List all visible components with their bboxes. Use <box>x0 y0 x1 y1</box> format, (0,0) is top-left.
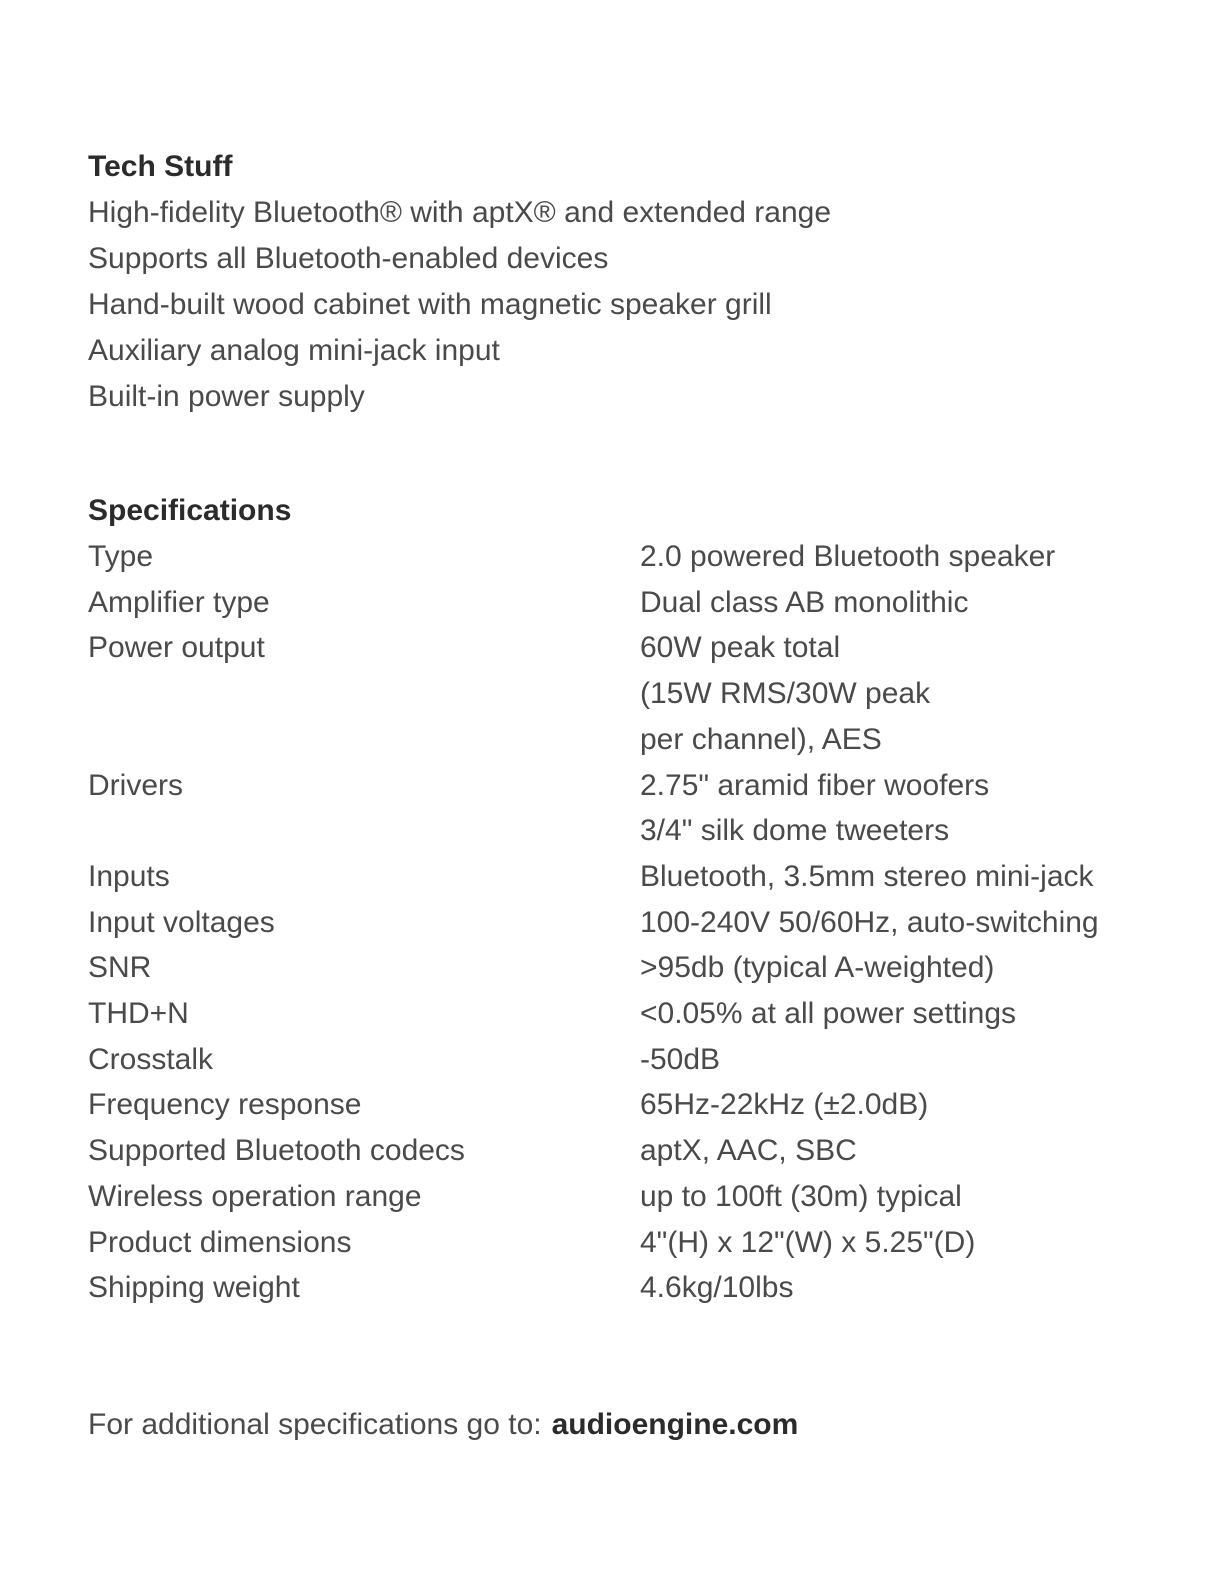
spec-value <box>640 945 1188 991</box>
spec-value-line: 65Hz-22kHz (±2.0dB) <box>640 1088 929 1122</box>
spec-value <box>640 1128 1188 1174</box>
spec-label: SNR <box>88 951 152 985</box>
website-link[interactable]: audioengine.com <box>551 1408 799 1441</box>
spec-row <box>88 1265 1188 1311</box>
spec-label: Input voltages <box>88 905 275 939</box>
spec-value <box>640 763 1188 854</box>
specifications-section <box>88 488 1188 1311</box>
feature-item: Supports all Bluetooth-enabled devices <box>88 242 609 275</box>
spec-label: Shipping weight <box>88 1271 300 1305</box>
spec-row <box>88 945 1188 991</box>
spec-row <box>88 1174 1188 1220</box>
spec-value <box>640 991 1188 1037</box>
footer <box>88 1402 798 1448</box>
spec-value-line: 100-240V 50/60Hz, auto-switching <box>640 905 1099 939</box>
spec-label: Wireless operation range <box>88 1179 422 1213</box>
spec-value-line: Dual class AB monolithic <box>640 585 969 619</box>
spec-label: THD+N <box>88 997 189 1031</box>
spec-value <box>640 1082 1188 1128</box>
spec-row <box>88 1037 1188 1083</box>
spec-label: Drivers <box>88 768 183 802</box>
spec-row <box>88 900 1188 946</box>
feature-item: Auxiliary analog mini-jack input <box>88 334 500 367</box>
spec-label: Power output <box>88 631 265 665</box>
spec-value-line: 60W peak total <box>640 631 841 665</box>
spec-row <box>88 763 1188 854</box>
spec-value <box>640 854 1188 900</box>
spec-label: Product dimensions <box>88 1225 352 1259</box>
spec-value-line: (15W RMS/30W peak <box>640 677 931 711</box>
footer-text: For additional specifications go to: <box>88 1408 542 1441</box>
spec-table <box>88 534 1188 1311</box>
spec-row <box>88 580 1188 626</box>
tech-stuff-title: Tech Stuff <box>88 150 233 183</box>
spec-value-line: >95db (typical A-weighted) <box>640 951 995 985</box>
spec-value-line: per channel), AES <box>640 722 882 756</box>
spec-value <box>640 1265 1188 1311</box>
spec-value <box>640 900 1188 946</box>
spec-value-line: -50dB <box>640 1042 721 1076</box>
spec-label: Crosstalk <box>88 1042 214 1076</box>
feature-item: Built-in power supply <box>88 380 365 413</box>
spec-row <box>88 1082 1188 1128</box>
spec-value-line: Bluetooth, 3.5mm stereo mini-jack <box>640 859 1094 893</box>
spec-value <box>640 1220 1188 1266</box>
spec-row <box>88 1220 1188 1266</box>
spec-row <box>88 1128 1188 1174</box>
spec-row <box>88 625 1188 762</box>
spec-value-line: 4.6kg/10lbs <box>640 1271 794 1305</box>
spec-value-line: <0.05% at all power settings <box>640 997 1017 1031</box>
spec-value-line: 4"(H) x 12"(W) x 5.25"(D) <box>640 1225 976 1259</box>
spec-value-line: 2.75" aramid fiber woofers <box>640 768 990 802</box>
spec-row <box>88 534 1188 580</box>
tech-stuff-section <box>88 144 831 420</box>
spec-value-line: up to 100ft (30m) typical <box>640 1179 962 1213</box>
spec-row <box>88 991 1188 1037</box>
spec-label: Type <box>88 540 154 573</box>
spec-value <box>640 534 1188 580</box>
spec-value-line: 2.0 powered Bluetooth speaker <box>640 540 1056 573</box>
spec-label: Frequency response <box>88 1088 362 1122</box>
spec-value <box>640 580 1188 626</box>
spec-label: Amplifier type <box>88 585 270 619</box>
spec-value-line: aptX, AAC, SBC <box>640 1134 857 1168</box>
spec-value <box>640 1174 1188 1220</box>
feature-item: Hand-built wood cabinet with magnetic speaker grill <box>88 288 772 321</box>
spec-value-line: 3/4" silk dome tweeters <box>640 814 950 848</box>
spec-label: Supported Bluetooth codecs <box>88 1134 465 1168</box>
spec-value <box>640 625 1188 762</box>
spec-label: Inputs <box>88 859 170 893</box>
spec-row <box>88 854 1188 900</box>
specifications-title: Specifications <box>88 494 292 527</box>
feature-item: High-fidelity Bluetooth® with aptX® and extended range <box>88 196 831 229</box>
spec-value <box>640 1037 1188 1083</box>
